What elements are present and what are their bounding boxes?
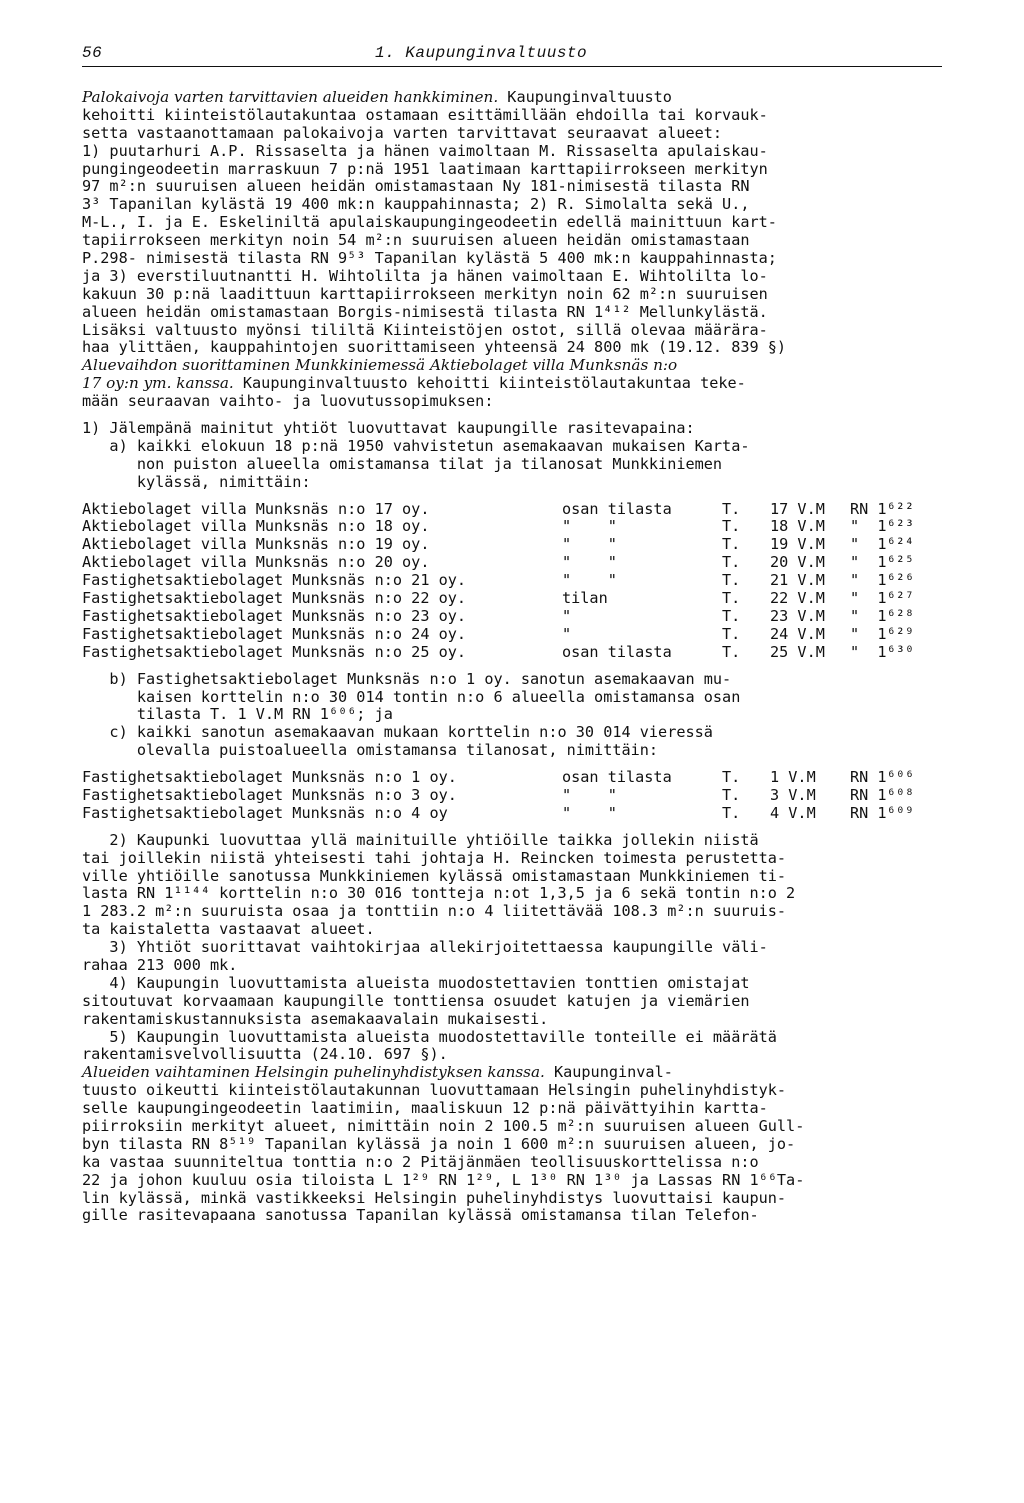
table-cell: 24 V.M bbox=[770, 624, 825, 643]
table-cell: 1 V.M bbox=[770, 768, 816, 787]
table-cell: 19 V.M bbox=[770, 535, 825, 554]
text-line: byn tilasta RN 8⁵¹⁹ Tapanilan kylässä ja noin 1 600 m²:n suuruisen alueen, jo- bbox=[82, 1134, 796, 1153]
table-row bbox=[82, 769, 962, 787]
table-cell: T. bbox=[722, 589, 741, 608]
list-line: 5) Kaupungin luovuttamista alueista muodostettaville tonteille ei määrätä bbox=[82, 1027, 777, 1046]
table-cell: " 1⁶²³ bbox=[850, 517, 915, 536]
table-cell: T. bbox=[722, 499, 741, 518]
header-rule bbox=[82, 66, 942, 67]
running-title: 1. Kaupunginvaltuusto bbox=[375, 44, 588, 62]
text-line: pungingeodeetin marraskuun 7 p:nä 1951 laatimaan karttapiirrokseen merkityn bbox=[82, 159, 768, 178]
page-number: 56 bbox=[82, 44, 103, 62]
list-line: 4) Kaupungin luovuttamista alueista muodostettavien tonttien omistajat bbox=[82, 973, 750, 992]
text-line: mään seuraavan vaihto- ja luovutussopimuksen: bbox=[82, 392, 494, 411]
text-line: gille rasitevapaana sanotussa Tapanilan kylässä omistamansa tilan Telefon- bbox=[82, 1206, 759, 1225]
table-row bbox=[82, 805, 962, 823]
table-cell: T. bbox=[722, 803, 741, 822]
table-cell: T. bbox=[722, 768, 741, 787]
list-line: 1) Jälempänä mainitut yhtiöt luovuttavat kaupungille rasitevapaina: bbox=[82, 419, 695, 438]
text-line: lin kylässä, minkä vastikkeeksi Helsingin puhelinyhdistys luovuttaisi kaupun- bbox=[82, 1188, 787, 1207]
table-cell: Fastighetsaktiebolaget Munksnäs n:o 23 oy. bbox=[82, 606, 467, 625]
table-cell: " 1⁶²⁵ bbox=[850, 553, 915, 572]
table-cell: 18 V.M bbox=[770, 517, 825, 536]
table-cell: RN 1⁶⁰⁶ bbox=[850, 768, 915, 787]
table-cell: 3 V.M bbox=[770, 785, 816, 804]
text-line: tapiirrokseen merkityn noin 54 m²:n suuruisen alueen heidän omistamastaan bbox=[82, 231, 750, 250]
list-line: tilasta T. 1 V.M RN 1⁶⁰⁶; ja bbox=[82, 705, 393, 724]
text-line bbox=[82, 357, 962, 375]
table-cell: " 1⁶²⁶ bbox=[850, 571, 915, 590]
list-line: c) kaikki sanotun asemakaavan mukaan korttelin n:o 30 014 vieressä bbox=[82, 723, 713, 742]
text-line: tuusto oikeutti kiinteistölautakunnan luovuttamaan Helsingin puhelinyhdistyk- bbox=[82, 1081, 787, 1100]
table-cell: 23 V.M bbox=[770, 606, 825, 625]
table-cell: Aktiebolaget villa Munksnäs n:o 19 oy. bbox=[82, 535, 430, 554]
table-cell: Fastighetsaktiebolaget Munksnäs n:o 22 oy. bbox=[82, 589, 467, 608]
table-row bbox=[82, 590, 962, 608]
table-cell: Fastighetsaktiebolaget Munksnäs n:o 3 oy. bbox=[82, 785, 457, 804]
table-cell: " " bbox=[562, 535, 617, 554]
text-line: alueen heidän omistamastaan Borgis-nimisestä tilasta RN 1⁴¹² Mellunkylästä. bbox=[82, 302, 768, 321]
table-cell: 22 V.M bbox=[770, 589, 825, 608]
document-body bbox=[82, 89, 962, 1225]
list-line: olevalla puistoalueella omistamansa tilanosat, nimittäin: bbox=[82, 741, 659, 760]
table-cell: Aktiebolaget villa Munksnäs n:o 18 oy. bbox=[82, 517, 430, 536]
table-cell: Fastighetsaktiebolaget Munksnäs n:o 1 oy. bbox=[82, 768, 457, 787]
list-line: sitoutuvat korvaamaan kaupungille tonttiensa osuudet katujen ja viemärien bbox=[82, 991, 750, 1010]
section-heading: 17 oy:n ym. kanssa. bbox=[82, 374, 234, 393]
text-line: kehoitti kiinteistölautakuntaa ostamaan esittämillään ehdoilla tai korvauk- bbox=[82, 105, 768, 124]
table-cell: 17 V.M bbox=[770, 499, 825, 518]
table-cell: tilan bbox=[562, 589, 608, 608]
text-line: 22 ja johon kuuluu osia tiloista L 1²⁹ RN 1²⁹, L 1³⁰ RN 1³⁰ ja Lassas RN 1⁶⁶Ta- bbox=[82, 1170, 805, 1189]
text-line: 17 oy:n ym. kanssa. Kaupunginvaltuusto kehoitti kiinteistölautakuntaa teke- bbox=[82, 374, 746, 393]
table-cell: T. bbox=[722, 642, 741, 661]
text-line: Palokaivoja varten tarvittavien alueiden hankkiminen. Kaupunginvaltuusto bbox=[82, 88, 672, 106]
table-cell: " " bbox=[562, 571, 617, 590]
table-cell: " 1⁶²⁷ bbox=[850, 589, 915, 608]
table-row bbox=[82, 608, 962, 626]
table-row bbox=[82, 536, 962, 554]
table-cell: Aktiebolaget villa Munksnäs n:o 17 oy. bbox=[82, 499, 430, 518]
list-line: rahaa 213 000 mk. bbox=[82, 955, 238, 974]
text-line: setta vastaanottamaan palokaivoja varten tarvittavat seuraavat alueet: bbox=[82, 123, 723, 142]
table-cell: T. bbox=[722, 535, 741, 554]
table-cell: Aktiebolaget villa Munksnäs n:o 20 oy. bbox=[82, 553, 430, 572]
table-row bbox=[82, 554, 962, 572]
list-line: rakentamiskustannuksista asemakaavalain mukaisesti. bbox=[82, 1009, 549, 1028]
table-cell: " " bbox=[562, 785, 617, 804]
table-cell: 20 V.M bbox=[770, 553, 825, 572]
text-line: ka vastaa suunniteltua tonttia n:o 2 Pitäjänmäen teollisuuskorttelissa n:o bbox=[82, 1152, 759, 1171]
table-cell: " bbox=[562, 624, 572, 643]
table-cell: T. bbox=[722, 606, 741, 625]
table-cell: " " bbox=[562, 553, 617, 572]
text-line: 3³ Tapanilan kylästä 19 400 mk:n kauppahinnasta; 2) R. Simolalta sekä U., bbox=[82, 195, 750, 214]
list-line: rakentamisvelvollisuutta (24.10. 697 §). bbox=[82, 1045, 448, 1064]
list-line: non puiston alueella omistamansa tilat ja tilanosat Munkkiniemen bbox=[82, 454, 723, 473]
table-row bbox=[82, 518, 962, 536]
page-header bbox=[82, 44, 942, 68]
table-cell: Fastighetsaktiebolaget Munksnäs n:o 21 oy. bbox=[82, 571, 467, 590]
table-cell: RN 1⁶²² bbox=[850, 499, 915, 518]
list-line: 3) Yhtiöt suorittavat vaihtokirjaa allekirjoitettaessa kaupungille väli- bbox=[82, 938, 768, 957]
text-line: Alueiden vaihtaminen Helsingin puhelinyhdistyksen kanssa. Kaupunginval- bbox=[82, 1063, 673, 1082]
table-cell: " 1⁶²⁸ bbox=[850, 606, 915, 625]
list-line: ville yhtiöille sanotussa Munkkiniemen kylässä omistamastaan Munkkiniemen ti- bbox=[82, 866, 787, 885]
text-line: selle kaupungingeodeetin laatimiin, maaliskuun 12 p:nä päivättyihin kartta- bbox=[82, 1099, 768, 1118]
text-line: P.298- nimisestä tilasta RN 9⁵³ Tapanilan kylästä 5 400 mk:n kauppahinnasta; bbox=[82, 249, 777, 268]
text-line: haa ylittäen, kauppahintojen suorittamiseen yhteensä 24 800 mk (19.12. 839 §) bbox=[82, 338, 787, 357]
table-cell: RN 1⁶⁰⁸ bbox=[850, 785, 915, 804]
table-cell: " 1⁶²⁴ bbox=[850, 535, 915, 554]
text-line: kakuun 30 p:nä laadittuun karttapiirrokseen merkityn noin 62 m²:n suuruisen bbox=[82, 284, 768, 303]
table-cell: " 1⁶²⁹ bbox=[850, 624, 915, 643]
table-cell: Fastighetsaktiebolaget Munksnäs n:o 24 oy. bbox=[82, 624, 467, 643]
list-line: a) kaikki elokuun 18 p:nä 1950 vahvistetun asemakaavan mukaisen Karta- bbox=[82, 436, 750, 455]
list-line: tai joillekin niistä yhteisesti tahi johtaja H. Reincken toimesta perustetta- bbox=[82, 848, 787, 867]
table-cell: " " bbox=[562, 517, 617, 536]
property-table-a bbox=[82, 501, 962, 662]
table-cell: " 1⁶³⁰ bbox=[850, 642, 915, 661]
property-table-c bbox=[82, 769, 962, 823]
text-line: M-L., I. ja E. Eskeliniltä apulaiskaupungingeodeetin edellä mainittuun kart- bbox=[82, 213, 777, 232]
section-heading: Alueiden vaihtaminen Helsingin puhelinyhdistyksen kanssa. bbox=[82, 1063, 545, 1082]
table-cell: 21 V.M bbox=[770, 571, 825, 590]
table-row bbox=[82, 501, 962, 519]
text-line: 97 m²:n suuruisen alueen heidän omistamastaan Ny 181-nimisestä tilasta RN bbox=[82, 177, 750, 196]
table-cell: T. bbox=[722, 785, 741, 804]
table-cell: RN 1⁶⁰⁹ bbox=[850, 803, 915, 822]
text-line: piirroksiin merkityt alueet, nimittäin noin 2 100.5 m²:n suuruisen alueen Gull- bbox=[82, 1116, 805, 1135]
list-line: b) Fastighetsaktiebolaget Munksnäs n:o 1 oy. sanotun asemakaavan mu- bbox=[82, 669, 732, 688]
table-cell: T. bbox=[722, 517, 741, 536]
section-heading: Aluevaihdon suorittaminen Munkkiniemessä Aktiebolaget villa Munksnäs n:o bbox=[82, 356, 678, 375]
table-cell: 25 V.M bbox=[770, 642, 825, 661]
table-row bbox=[82, 626, 962, 644]
list-line: kylässä, nimittäin: bbox=[82, 472, 311, 491]
list-line: lasta RN 1¹¹⁴⁴ korttelin n:o 30 016 tontteja n:ot 1,3,5 ja 6 sekä tontin n:o 2 bbox=[82, 884, 796, 903]
section-heading: Palokaivoja varten tarvittavien alueiden hankkiminen. bbox=[82, 88, 499, 106]
text-line: Lisäksi valtuusto myönsi tililtä Kiinteistöjen ostot, sillä olevaa määrära- bbox=[82, 320, 768, 339]
table-row bbox=[82, 787, 962, 805]
table-cell: " bbox=[562, 606, 572, 625]
table-cell: 4 V.M bbox=[770, 803, 816, 822]
list-line: ta kaistaletta vastaavat alueet. bbox=[82, 920, 375, 939]
list-line: 2) Kaupunki luovuttaa yllä mainituille yhtiöille taikka jollekin niistä bbox=[82, 830, 759, 849]
table-cell: osan tilasta bbox=[562, 499, 672, 518]
table-cell: osan tilasta bbox=[562, 768, 672, 787]
table-cell: T. bbox=[722, 571, 741, 590]
list-line: kaisen korttelin n:o 30 014 tontin n:o 6 alueella omistamansa osan bbox=[82, 687, 741, 706]
text-line: 1) puutarhuri A.P. Rissaselta ja hänen vaimoltaan M. Rissaselta apulaiskau- bbox=[82, 141, 768, 160]
table-row bbox=[82, 644, 962, 662]
table-cell: T. bbox=[722, 553, 741, 572]
table-cell: Fastighetsaktiebolaget Munksnäs n:o 4 oy bbox=[82, 803, 448, 822]
table-cell: " " bbox=[562, 803, 617, 822]
table-cell: Fastighetsaktiebolaget Munksnäs n:o 25 oy. bbox=[82, 642, 467, 661]
table-cell: osan tilasta bbox=[562, 642, 672, 661]
text-line: ja 3) everstiluutnantti H. Wihtolilta ja hänen vaimoltaan E. Wihtolilta lo- bbox=[82, 266, 768, 285]
list-line: 1 283.2 m²:n suuruista osaa ja tonttiin n:o 4 liitettävää 108.3 m²:n suuruis- bbox=[82, 902, 787, 921]
table-row bbox=[82, 572, 962, 590]
table-cell: T. bbox=[722, 624, 741, 643]
